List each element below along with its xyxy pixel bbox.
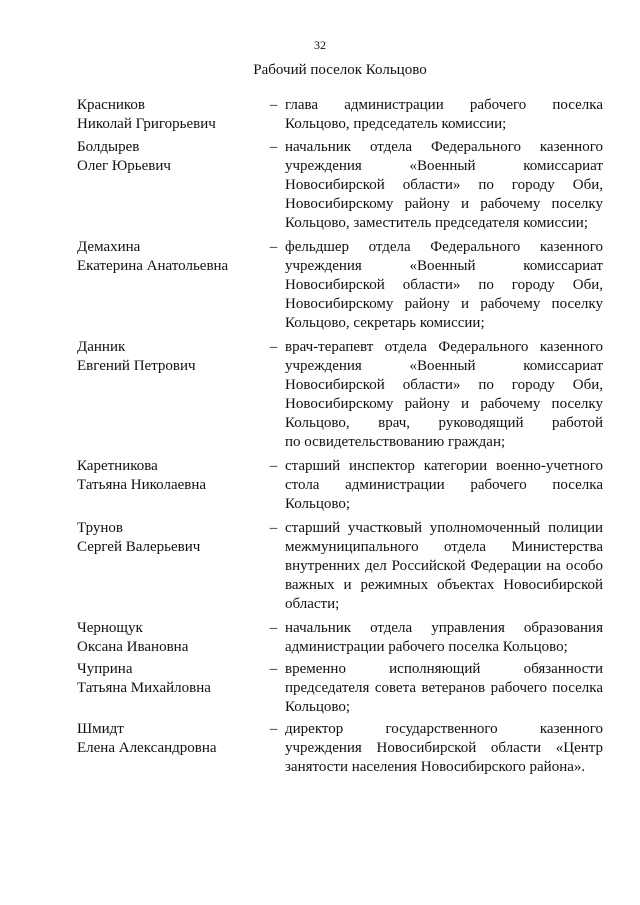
member-surname: Трунов xyxy=(77,520,124,536)
member-role-description xyxy=(285,138,603,233)
member-entry xyxy=(77,338,603,452)
member-role-description xyxy=(285,619,603,657)
member-name xyxy=(77,338,262,452)
role-line: Новосибирскому району и рабочему поселку xyxy=(285,196,603,212)
member-name xyxy=(77,720,262,777)
member-role-description xyxy=(285,457,603,514)
member-role-description xyxy=(285,338,603,452)
member-entry xyxy=(77,519,603,614)
role-line: начальник отдела Федерального казенного xyxy=(285,139,603,155)
member-surname: Болдырев xyxy=(77,139,140,155)
member-role-description xyxy=(285,96,603,134)
role-line: учреждения «Военный комиссариат xyxy=(285,258,603,274)
role-line: Кольцово, секретарь комиссии; xyxy=(285,315,485,331)
member-entry xyxy=(77,619,603,657)
member-surname: Красников xyxy=(77,97,145,113)
separator-dash: – xyxy=(269,239,278,255)
member-surname: Каретникова xyxy=(77,458,158,474)
member-surname: Данник xyxy=(77,339,126,355)
member-entry xyxy=(77,660,603,717)
commission-member-list xyxy=(77,96,603,782)
member-name xyxy=(77,660,262,717)
separator-dash: – xyxy=(269,139,278,155)
member-entry xyxy=(77,238,603,333)
member-given-names: Евгений Петрович xyxy=(77,358,196,374)
section-title: Рабочий поселок Кольцово xyxy=(253,62,427,78)
role-line: Кольцово; xyxy=(285,699,351,715)
role-line: стола администрации рабочего поселка xyxy=(285,477,603,493)
role-line: временно исполняющий обязанности xyxy=(285,661,603,677)
member-role-description xyxy=(285,238,603,333)
member-given-names: Елена Александровна xyxy=(77,740,217,756)
role-line: глава администрации рабочего поселка xyxy=(285,97,603,113)
member-given-names: Николай Григорьевич xyxy=(77,116,216,132)
role-line: старший инспектор категории военно-учетного xyxy=(285,458,603,474)
separator-dash: – xyxy=(269,458,278,474)
role-line: Новосибирской области» по городу Оби, xyxy=(285,277,603,293)
role-line: директор государственного казенного xyxy=(285,721,603,737)
role-line: Новосибирской области» по городу Оби, xyxy=(285,177,603,193)
role-line: Кольцово, врач, руководящий работой xyxy=(285,415,603,431)
role-line: фельдшер отдела Федерального казенного xyxy=(285,239,603,255)
role-line: Кольцово; xyxy=(285,496,351,512)
member-entry xyxy=(77,457,603,514)
member-name xyxy=(77,457,262,514)
role-line: врач-терапевт отдела Федерального казенного xyxy=(285,339,603,355)
member-entry xyxy=(77,138,603,233)
role-line: председателя совета ветеранов рабочего поселка xyxy=(285,680,603,696)
role-line: старший участковый уполномоченный полиции xyxy=(285,520,603,536)
separator-dash: – xyxy=(269,520,278,536)
role-line: Кольцово, председатель комиссии; xyxy=(285,116,507,132)
member-given-names: Сергей Валерьевич xyxy=(77,539,201,555)
member-role-description xyxy=(285,519,603,614)
role-line: учреждения «Военный комиссариат xyxy=(285,358,603,374)
member-given-names: Татьяна Михайловна xyxy=(77,680,211,696)
role-line: начальник отдела управления образования xyxy=(285,620,603,636)
member-name xyxy=(77,138,262,233)
member-entry xyxy=(77,720,603,777)
role-line: учреждения Новосибирской области «Центр xyxy=(285,740,603,756)
member-given-names: Олег Юрьевич xyxy=(77,158,171,174)
separator-dash: – xyxy=(269,97,278,113)
role-line: по освидетельствованию граждан; xyxy=(285,434,506,450)
member-given-names: Екатерина Анатольевна xyxy=(77,258,229,274)
member-role-description xyxy=(285,720,603,777)
separator-dash: – xyxy=(269,339,278,355)
role-line: занятости населения Новосибирского района». xyxy=(285,759,586,775)
member-name xyxy=(77,519,262,614)
member-name xyxy=(77,238,262,333)
separator-dash: – xyxy=(269,661,278,677)
role-line: важных и режимных объектах Новосибирской xyxy=(285,577,603,593)
role-line: межмуниципального отдела Министерства xyxy=(285,539,603,555)
role-line: внутренних дел Российской Федерации на особо xyxy=(285,558,603,574)
member-surname: Чернощук xyxy=(77,620,143,636)
member-role-description xyxy=(285,660,603,717)
role-line: Новосибирскому району и рабочему поселку xyxy=(285,396,603,412)
role-line: Кольцово, заместитель председателя комиссии; xyxy=(285,215,588,231)
role-line: Новосибирскому району и рабочему поселку xyxy=(285,296,603,312)
separator-dash: – xyxy=(269,721,278,737)
role-line: области; xyxy=(285,596,340,612)
member-name xyxy=(77,96,262,134)
role-line: администрации рабочего поселка Кольцово; xyxy=(285,639,568,655)
member-surname: Демахина xyxy=(77,239,141,255)
member-entry xyxy=(77,96,603,134)
member-given-names: Татьяна Николаевна xyxy=(77,477,207,493)
role-line: Новосибирской области» по городу Оби, xyxy=(285,377,603,393)
member-name xyxy=(77,619,262,657)
member-surname: Шмидт xyxy=(77,721,124,737)
member-surname: Чуприна xyxy=(77,661,133,677)
separator-dash: – xyxy=(269,620,278,636)
role-line: учреждения «Военный комиссариат xyxy=(285,158,603,174)
page-number: 32 xyxy=(314,38,326,52)
member-given-names: Оксана Ивановна xyxy=(77,639,189,655)
